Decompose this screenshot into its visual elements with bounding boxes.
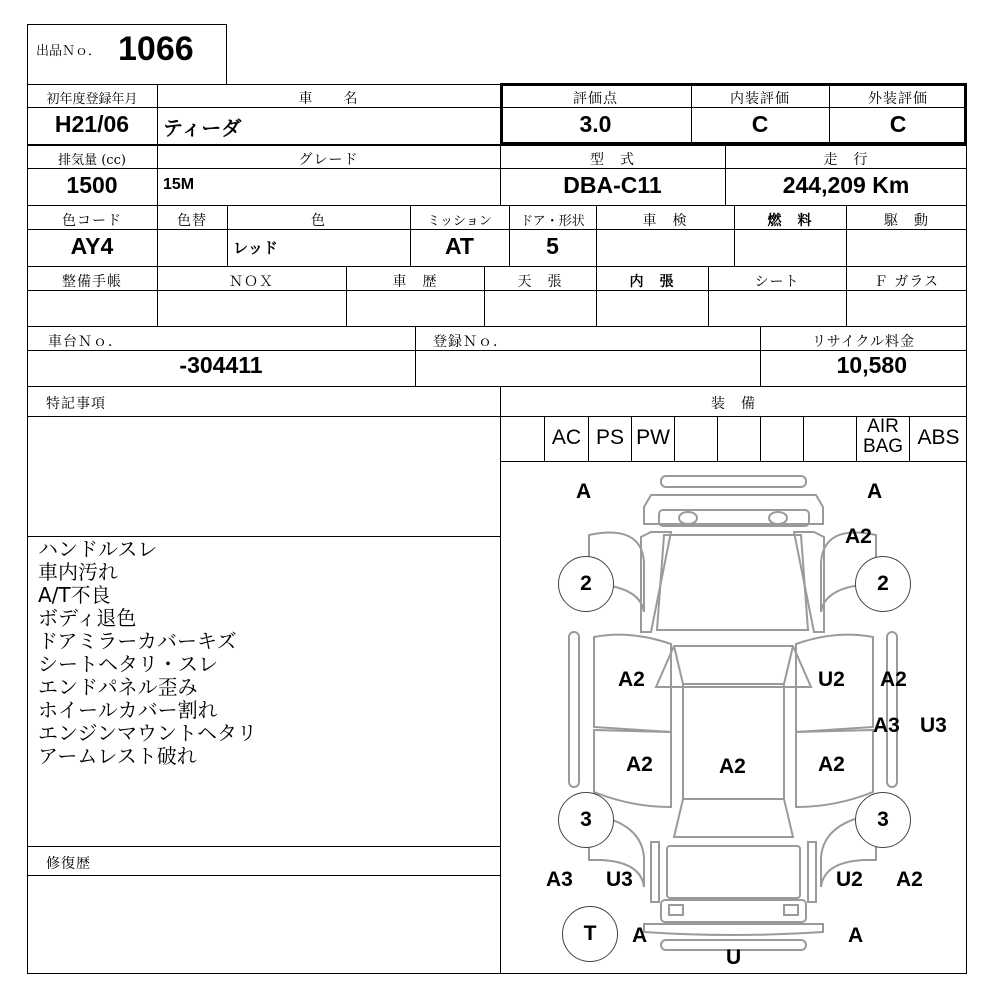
color-code-label: 色コード [62, 213, 122, 229]
equipment-label: 装 備 [711, 396, 756, 412]
equip-div [760, 416, 761, 461]
grade-value: 15M [163, 176, 195, 193]
doors-value: 5 [546, 233, 559, 259]
lot-number: 1066 [118, 30, 194, 68]
recycle-fee-label: リサイクル料金 [811, 334, 916, 350]
equip-div [803, 416, 804, 461]
remark-item: エンドパネル歪み [38, 675, 198, 699]
equipment-ps: PS [595, 426, 624, 449]
damage-mark: A2 [818, 753, 845, 776]
score-value: 3.0 [579, 111, 612, 137]
row5-bottom-line [27, 386, 967, 387]
equipment-abs: ABS [917, 426, 960, 449]
left-front-tire-mark: 2 [558, 556, 614, 612]
mission-value: AT [445, 233, 474, 259]
recycle-fee-value: 10,580 [836, 352, 907, 378]
mission-label: ミッション [427, 214, 492, 229]
color-label: 色 [311, 213, 326, 229]
color-code-value: AY4 [70, 233, 114, 259]
mileage-label: 走 行 [823, 152, 869, 168]
repair-mid-line [27, 875, 500, 876]
damage-mark: U3 [606, 868, 633, 891]
right-front-tire-mark: 2 [855, 556, 911, 612]
front-glass-label: Ｆ ガラス [873, 274, 940, 290]
registration-label: 登録Ｎｏ． [433, 334, 508, 350]
first-reg-value: H21/06 [54, 111, 130, 137]
remark-item: ドアミラーカバーキズ [38, 629, 237, 653]
remark-item: シートヘタリ・スレ [38, 652, 218, 676]
row5-div-1 [415, 326, 416, 386]
left-rear-tire-mark: 3 [558, 792, 614, 848]
lower-mid-line [27, 416, 967, 417]
damage-mark: A [848, 924, 864, 947]
spare-tire-mark: T [562, 906, 618, 962]
chassis-value: -304411 [179, 352, 263, 378]
mileage-value: 244,209 Km [782, 172, 910, 198]
damage-mark: A3 [546, 868, 573, 891]
displacement-label: 排気量 (cc) [58, 153, 126, 168]
damage-mark: A2 [845, 525, 872, 548]
damage-mark: A2 [880, 668, 907, 691]
exterior-score-value: C [889, 111, 907, 137]
nox-label: ＮＯＸ [229, 274, 274, 290]
remark-item: A/T不良 [38, 583, 111, 607]
model-label: 型 式 [590, 152, 635, 168]
inspection-label: 車 検 [642, 213, 688, 229]
car-name-label: 車 名 [298, 91, 359, 107]
damage-mark: U2 [818, 668, 845, 691]
damage-mark: A2 [719, 755, 746, 778]
equipment-ac: AC [551, 426, 582, 449]
row3-bottom-line [27, 266, 967, 267]
right-rear-tire-mark: 3 [855, 792, 911, 848]
lot-label: 出品Ｎｏ． [36, 44, 102, 59]
remark-item: アームレスト破れ [38, 744, 197, 768]
maintenance-book-label: 整備手帳 [62, 274, 122, 290]
chassis-label: 車台Ｎｏ． [48, 334, 123, 350]
interior-trim-label: 内 張 [629, 274, 675, 290]
damage-mark: A2 [618, 668, 645, 691]
damage-mark: A3 [873, 714, 900, 737]
equipment-pw: PW [636, 426, 670, 449]
special-notes-label: 特記事項 [46, 396, 106, 412]
remark-item: 車内汚れ [38, 560, 118, 584]
interior-score-label: 内装評価 [730, 91, 790, 107]
remarks-bottom-line [27, 846, 500, 847]
equip-div [674, 416, 675, 461]
model-value: DBA-C11 [563, 172, 662, 198]
damage-mark: U3 [920, 714, 947, 737]
equip-div [717, 416, 718, 461]
remark-item: ハンドルスレ [38, 537, 158, 561]
damage-mark: A [867, 480, 883, 503]
score-label: 評価点 [573, 91, 618, 107]
remark-item: ホイールカバー割れ [38, 698, 218, 722]
first-reg-label: 初年度登録年月 [46, 92, 138, 107]
roof-lining-label: 天 張 [517, 274, 563, 290]
car-history-label: 車 歴 [392, 274, 438, 290]
exterior-score-label: 外装評価 [868, 91, 928, 107]
repaint-label: 色替 [177, 213, 207, 229]
fuel-label: 燃 料 [767, 213, 813, 229]
row4-bottom-line [27, 326, 967, 327]
grade-label: グレード [298, 152, 359, 168]
drive-label: 駆 動 [884, 213, 929, 229]
damage-mark: A2 [626, 753, 653, 776]
equipment-airbag: AIR BAG [862, 416, 904, 457]
interior-score-value: C [751, 111, 769, 137]
remark-item: ボディ退色 [38, 606, 137, 630]
car-name-value: ティーダ [163, 116, 242, 140]
damage-mark: A [576, 480, 592, 503]
remark-item: エンジンマウントヘタリ [38, 721, 257, 745]
row2-bottom-line [27, 205, 967, 206]
door-label: ドア・形状 [520, 214, 585, 229]
damage-mark: U [726, 946, 742, 969]
damage-mark: U2 [836, 868, 863, 891]
damage-mark: A [632, 924, 648, 947]
seat-label: シート [754, 274, 800, 290]
displacement-value: 1500 [66, 172, 118, 198]
color-value: レッド [233, 239, 278, 257]
repair-history-label: 修復歴 [46, 856, 91, 872]
damage-mark: A2 [896, 868, 923, 891]
